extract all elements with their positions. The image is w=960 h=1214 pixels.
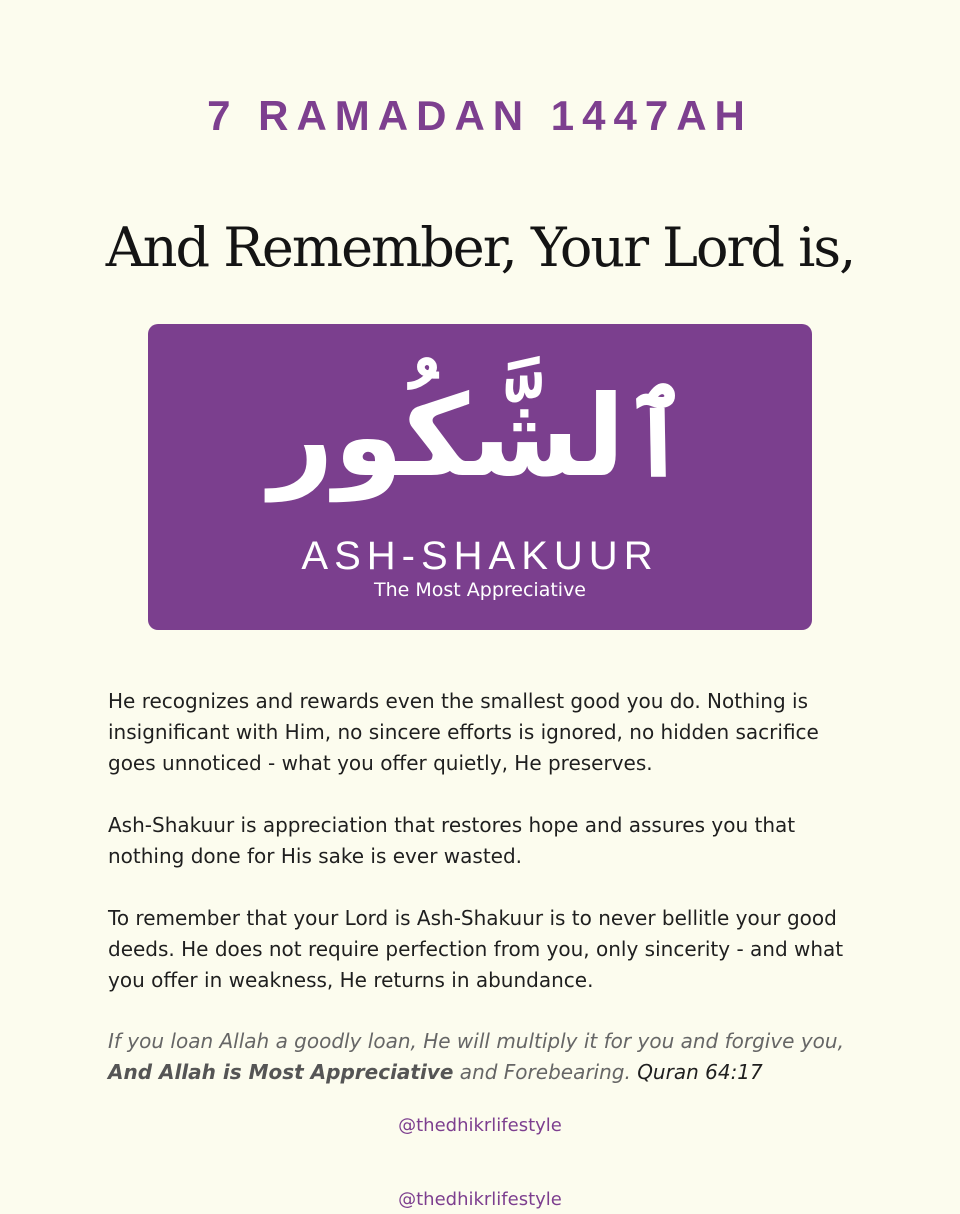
- quran-quote: [108, 1026, 868, 1088]
- arabic-name: ٱلشَّكُور: [269, 372, 691, 502]
- quote-text-bold: And Allah is Most Appreciative: [108, 1060, 454, 1084]
- divine-name-card: [148, 324, 812, 630]
- date-heading: 7 RAMADAN 1447AH: [207, 92, 753, 139]
- social-handle[interactable]: @thedhikrlifestyle: [398, 1115, 562, 1136]
- paragraph: Ash-Shakuur is appreciation that restores hope and assures you that nothing done for His sake is ever wasted.: [108, 813, 796, 868]
- paragraph: He recognizes and rewards even the smallest good you do. Nothing is insignificant with Him, no sincere efforts is ignored, no hidden sacrifice goes unnoticed - what you offer quietly, He preserves.: [108, 689, 819, 775]
- body-text: [108, 686, 868, 1027]
- transliterated-name: ASH-SHAKUUR: [301, 534, 659, 578]
- paragraph: To remember that your Lord is Ash-Shakuur is to never bellitle your good deeds. He does not require perfection from you, only sincerity - and what you offer in weakness, He returns in abundance.: [108, 906, 844, 992]
- social-handle-repeat: @thedhikrlifestyle: [398, 1189, 562, 1210]
- headline: And Remember, Your Lord is,: [105, 216, 855, 279]
- quote-text-start: If you loan Allah a goodly loan, He will multiply it for you and forgive you,: [108, 1029, 844, 1053]
- quote-reference: Quran 64:17: [637, 1060, 763, 1084]
- name-meaning: The Most Appreciative: [373, 579, 586, 601]
- quote-text-end: and Forebearing.: [453, 1060, 631, 1084]
